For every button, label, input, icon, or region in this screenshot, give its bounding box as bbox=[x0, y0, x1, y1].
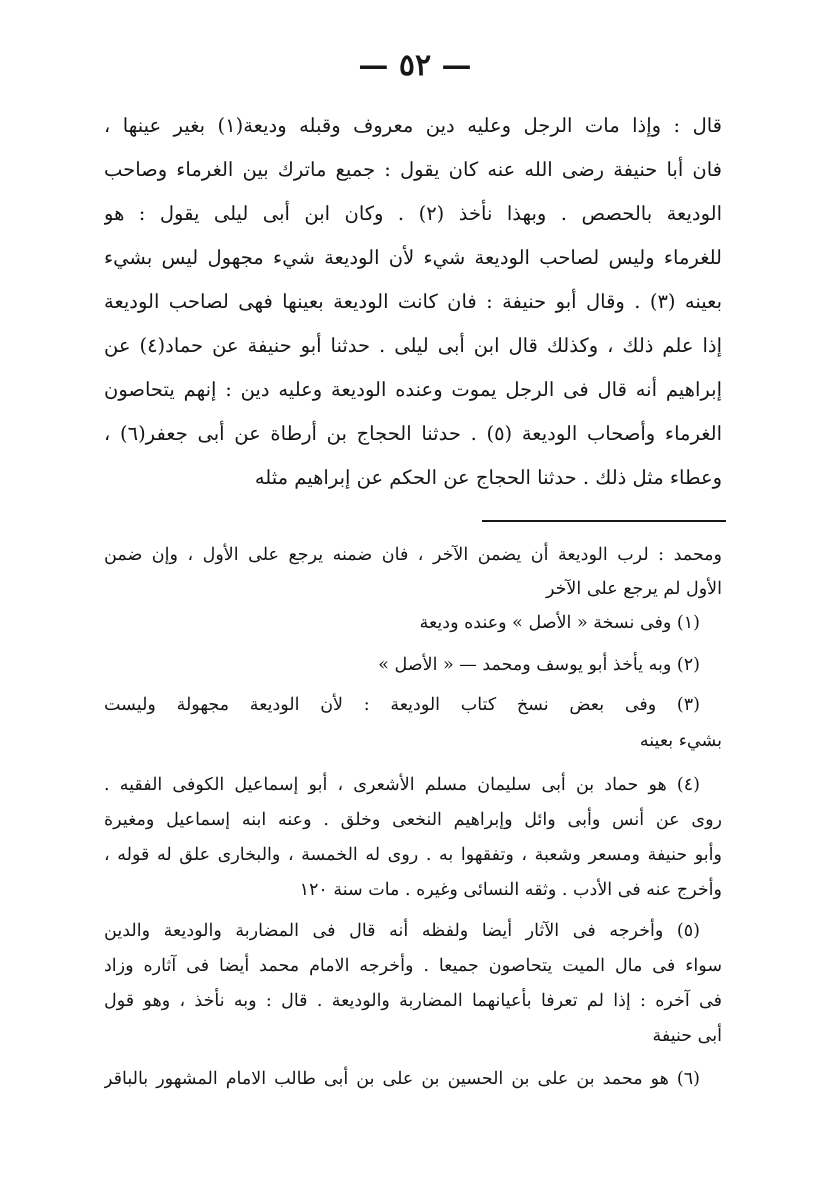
footnote-line: (٤) هو حماد بن أبى سليمان مسلم الأشعرى ، أبو إسماعيل الكوفى الفقيه . bbox=[104, 775, 700, 795]
footnote-separator bbox=[482, 520, 726, 522]
main-text-line: وعطاء مثل ذلك . حدثنا الحجاج عن الحكم عن إبراهيم مثله bbox=[254, 466, 722, 489]
footnote-line: ومحمد : لرب الوديعة أن يضمن الآخر ، فان ضمنه يرجع على الأول ، وإن ضمن bbox=[104, 545, 722, 565]
footnote-line: فى آخره : إذا لم تعرفا بأعيانهما المضاربة والوديعة . قال : وبه نأخذ ، وهو قول bbox=[104, 991, 722, 1011]
main-text-line: بعينه (٣) . وقال أبو حنيفة : فان كانت الوديعة بعينها فهى لصاحب الوديعة bbox=[104, 290, 722, 313]
main-text-line: إبراهيم أنه قال فى الرجل يموت وعنده الوديعة وعليه دين : إنهم يتحاصون bbox=[104, 378, 722, 401]
footnote-line: (١) وفى نسخة « الأصل » وعنده وديعة bbox=[419, 613, 700, 633]
footnote-line: (٣) وفى بعض نسخ كتاب الوديعة : لأن الوديعة مجهولة وليست bbox=[104, 695, 700, 715]
footnote-line: بشيء بعينه bbox=[639, 731, 722, 751]
footnote-line: وأبو حنيفة ومسعر وشعبة ، وتفقهوا به . روى له الخمسة ، والبخارى علق له قوله ، bbox=[104, 845, 722, 865]
footnote-line: (٥) وأخرجه فى الآثار أيضا ولفظه أنه قال فى المضاربة والوديعة والدين bbox=[104, 921, 700, 941]
main-text-line: الوديعة بالحصص . وبهذا نأخذ (٢) . وكان ابن أبى ليلى يقول : هو bbox=[104, 202, 722, 225]
footnote-line: الأول لم يرجع على الآخر bbox=[545, 579, 722, 599]
footnote-line: (٦) هو محمد بن على بن الحسين بن على بن أبى طالب الامام المشهور بالباقر bbox=[104, 1069, 700, 1089]
main-text-line: فان أبا حنيفة رضى الله عنه كان يقول : جميع ماترك بين الغرماء وصاحب bbox=[104, 158, 722, 181]
main-text-line: الغرماء وأصحاب الوديعة (٥) . حدثنا الحجاج بن أرطاة عن أبى جعفر(٦) ، bbox=[104, 422, 722, 445]
main-text-line: قال : وإذا مات الرجل وعليه دين معروف وقبله وديعة(١) بغير عينها ، bbox=[104, 114, 722, 137]
footnote-line: وأخرج عنه فى الأدب . وثقه النسائى وغيره . مات سنة ١٢٠ bbox=[299, 880, 722, 900]
main-text-line: إذا علم ذلك ، وكذلك قال ابن أبى ليلى . حدثنا أبو حنيفة عن حماد(٤) عن bbox=[104, 334, 722, 357]
footnote-line: أبى حنيفة bbox=[652, 1026, 722, 1046]
footnote-line: سواء فى مال الميت يتحاصون جميعا . وأخرجه الامام محمد أيضا فى آثاره وزاد bbox=[104, 956, 722, 976]
footnote-line: روى عن أنس وأبى وائل وإبراهيم النخعى وخلق . وعنه ابنه إسماعيل ومغيرة bbox=[104, 810, 722, 830]
page-number: — ٥٢ — bbox=[358, 48, 472, 83]
main-text-line: للغرماء وليس لصاحب الوديعة شيء لأن الوديعة شيء مجهول ليس بشيء bbox=[104, 246, 722, 269]
footnote-line: (٢) وبه يأخذ أبو يوسف ومحمد — « الأصل » bbox=[378, 655, 700, 675]
